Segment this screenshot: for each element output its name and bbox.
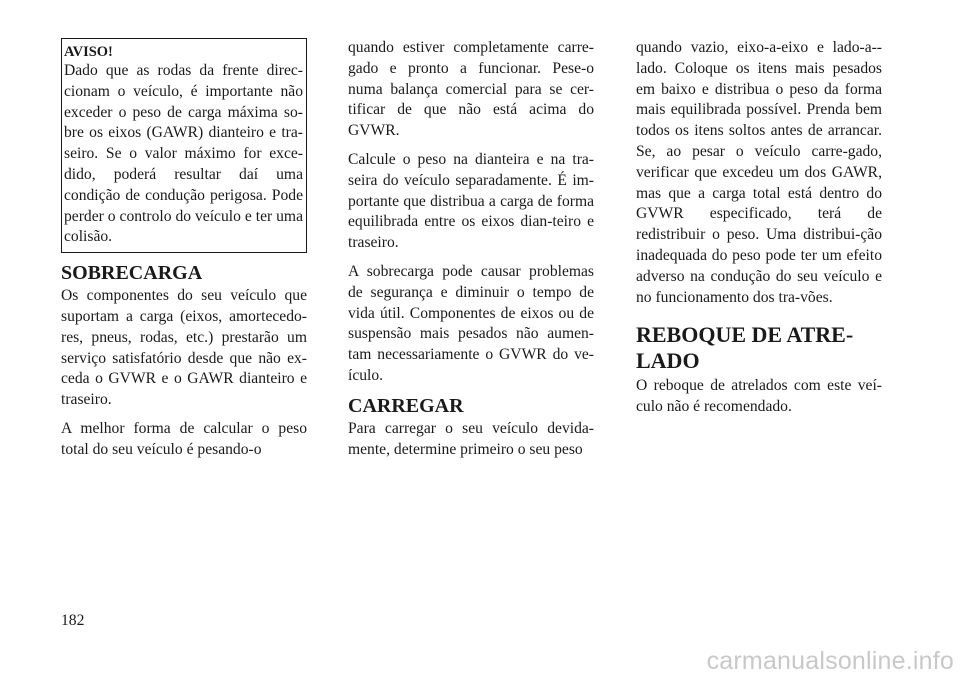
paragraph: Os componentes do seu veículo que suportam a carga (eixos, amortecedo-res, pneus, rodas, etc.) prestarão um serviço satisfatório desde que não ex-ceda o GVWR e o GAWR dianteiro e traseiro.: [61, 287, 307, 409]
heading-reboque: REBOQUE DE ATRE-LADO: [636, 322, 854, 374]
heading-carregar: CARREGAR: [348, 394, 464, 417]
paragraph: quando vazio, eixo-a-eixo e lado-a--lado. Coloque os itens mais pesados em baixo e distribua o peso da forma mais equilibrada possível. Prenda bem todos os itens soltos antes de arrancar. Se, ao pesar o veículo carre-gado, verificar que excedeu um dos GAWR, mas que a carga total está dentro do GVWR especificado, terá de redistribuir o peso. Uma distribui-ção inadequada do peso pode ter um efeito adverso na condução do seu veículo e no funcionamento dos tra-vões.: [636, 39, 882, 306]
paragraph: A melhor forma de calcular o peso total do seu veículo é pesando-o: [61, 419, 307, 458]
column-right: [636, 38, 882, 426]
warning-box: [61, 38, 307, 253]
paragraph: Para carregar o seu veículo devida-mente, determine primeiro o seu peso: [348, 419, 594, 458]
watermark: carmanualsonline.info: [706, 647, 954, 675]
heading-sobrecarga: SOBRECARGA: [61, 262, 203, 285]
paragraph: A sobrecarga pode causar problemas de segurança e diminuir o tempo de vida útil. Componentes de eixos ou de suspensão mais pesados não aumen-tam necessariamente o GVWR do ve-ículo.: [348, 262, 594, 384]
warning-title: AVISO!: [64, 44, 113, 60]
column-middle: [348, 38, 594, 468]
paragraph: O reboque de atrelados com este veí-culo não é recomendado.: [636, 377, 882, 416]
page-number: 182: [61, 612, 85, 629]
paragraph: Calcule o peso na dianteira e na tra-seira do veículo separadamente. É im-portante que distribua a carga de forma equilibrada entre os eixos dian-teiro e traseiro.: [348, 150, 594, 252]
paragraph: quando estiver completamente carre-gado e pronto a funcionar. Pese-o numa balança comercial para se cer-tificar de que não está acima do GVWR.: [348, 39, 594, 140]
warning-text: Dado que as rodas da frente direc-cionam o veículo, é importante não exceder o peso de carga máxima so-bre os eixos (GAWR) dianteiro e tra-seiro. Se o valor máximo for exce-dido, poderá resultar daí uma condição de condução perigosa. Pode perder o controlo do veículo e ter uma colisão.: [64, 62, 303, 246]
column-left: [61, 38, 307, 469]
